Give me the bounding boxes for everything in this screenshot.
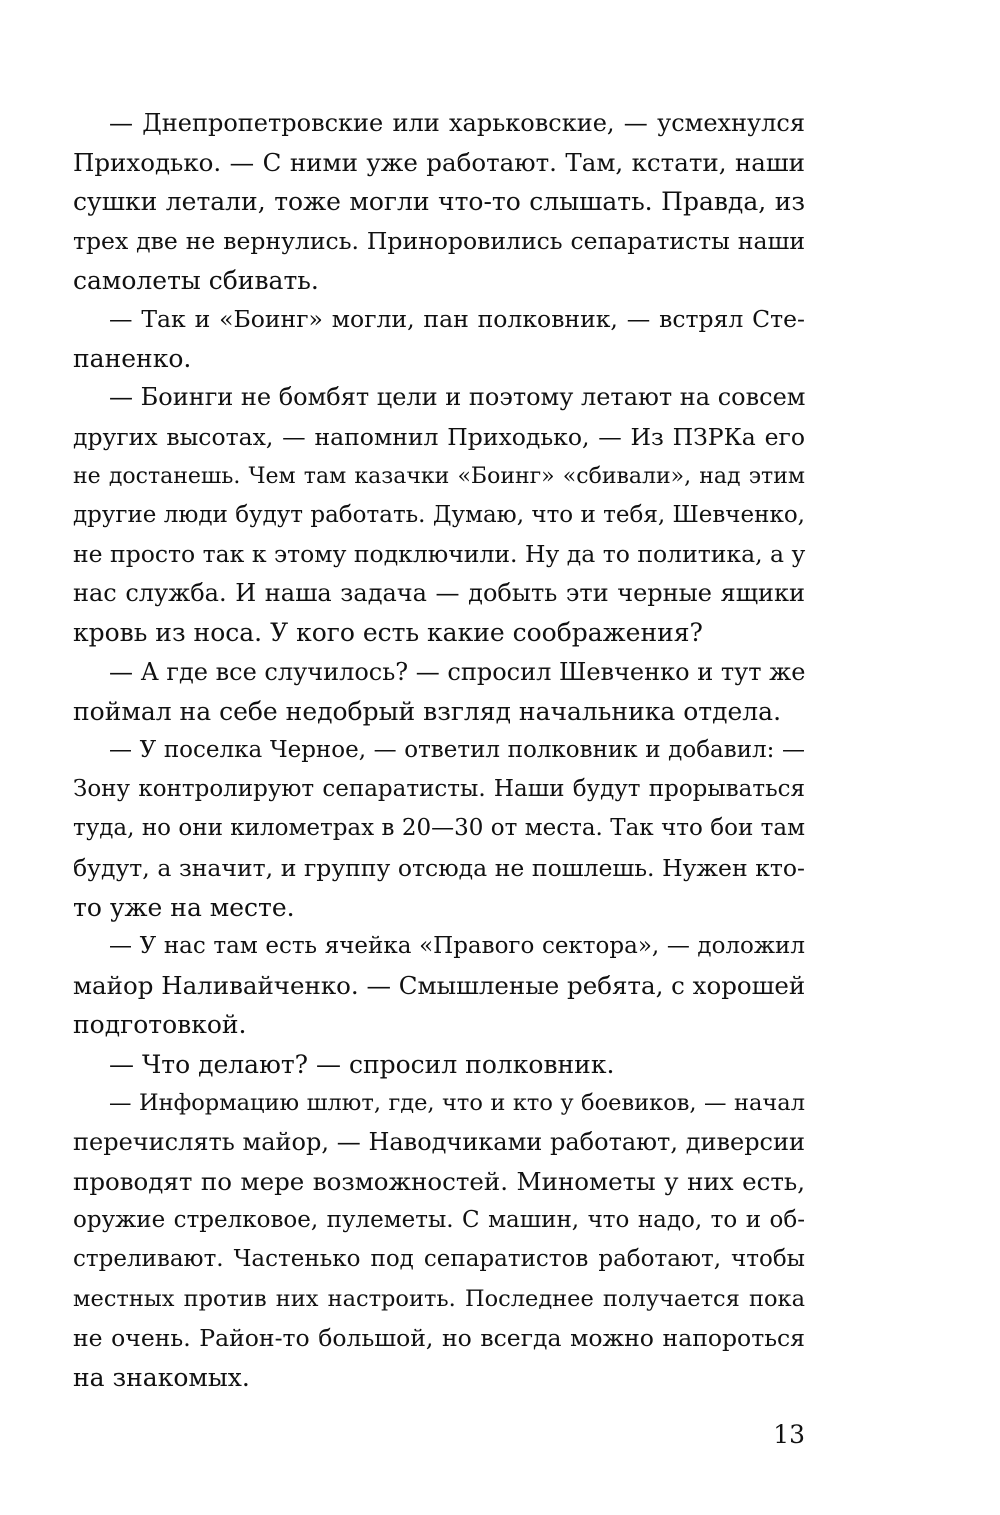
page-number: 13 xyxy=(773,1420,805,1449)
text-line: не просто так к этому подключили. Ну да то политика, а у xyxy=(73,540,806,569)
text-line: будут, а значит, и группу отсюда не пошлешь. Нужен кто- xyxy=(73,853,805,882)
text-line: майор Наливайченко. — Смышленые ребята, с хорошей xyxy=(73,971,806,1001)
text-line: проводят по мере возможностей. Минометы у них есть, xyxy=(73,1167,805,1197)
text-line: Приходько. — С ними уже работают. Там, кстати, наши xyxy=(73,148,805,178)
text-line: — Что делают? — спросил полковник. xyxy=(109,1049,615,1079)
text-line: — У нас там есть ячейка «Правого сектора», — доложил xyxy=(109,932,805,959)
text-line: Зону контролируют сепаратисты. Наши будут прорываться xyxy=(73,776,805,803)
text-line: поймал на себе недобрый взгляд начальника отдела. xyxy=(73,696,782,726)
text-line: — Днепропетровские или харьковские, — усмехнулся xyxy=(109,109,805,137)
text-line: других высотах, — напомнил Приходько, — Из ПЗРКа его xyxy=(73,422,805,451)
text-line: перечислять майор, — Наводчиками работают, диверсии xyxy=(73,1127,805,1156)
text-line: паненко. xyxy=(73,344,192,374)
text-line: стреливают. Частенько под сепаратистов работают, чтобы xyxy=(73,1246,805,1273)
text-line: — Так и «Боинг» могли, пан полковник, — встрял Сте- xyxy=(109,304,805,333)
text-line: самолеты сбивать. xyxy=(73,265,319,295)
text-line: кровь из носа. У кого есть какие соображения? xyxy=(73,618,703,648)
text-line: другие люди будут работать. Думаю, что и тебя, Шевченко, xyxy=(73,501,805,528)
text-line: сушки летали, тоже могли что-то слышать. Правда, из xyxy=(73,187,805,217)
text-line: трех две не вернулись. Приноровились сепаратисты наши xyxy=(73,226,805,255)
text-line: туда, но они километрах в 20—30 от места. Так что бои там xyxy=(73,815,805,842)
text-line: нас служба. И наша задача — добыть эти черные ящики xyxy=(73,579,805,608)
text-line: не очень. Район-то большой, но всегда можно напороться xyxy=(73,1323,805,1352)
text-line: то уже на месте. xyxy=(73,892,295,922)
text-line: — А где все случилось? — спросил Шевченко и тут же xyxy=(109,657,806,686)
text-line: оружие стрелковое, пулеметы. С машин, что надо, то и об- xyxy=(73,1207,805,1234)
text-line: местных против них настроить. Последнее получается пока xyxy=(73,1285,805,1312)
page-text-body xyxy=(73,104,805,1397)
text-line: подготовкой. xyxy=(73,1010,247,1040)
text-line: — Боинги не бомбят цели и поэтому летают на совсем xyxy=(109,383,806,412)
text-line: не достанешь. Чем там казачки «Боинг» «сбивали», над этим xyxy=(73,463,805,489)
text-line: — Информацию шлют, где, что и кто у боевиков, — начал xyxy=(109,1089,805,1116)
text-line: на знакомых. xyxy=(73,1363,250,1392)
text-line: — У поселка Черное, — ответил полковник и добавил: — xyxy=(109,737,805,763)
